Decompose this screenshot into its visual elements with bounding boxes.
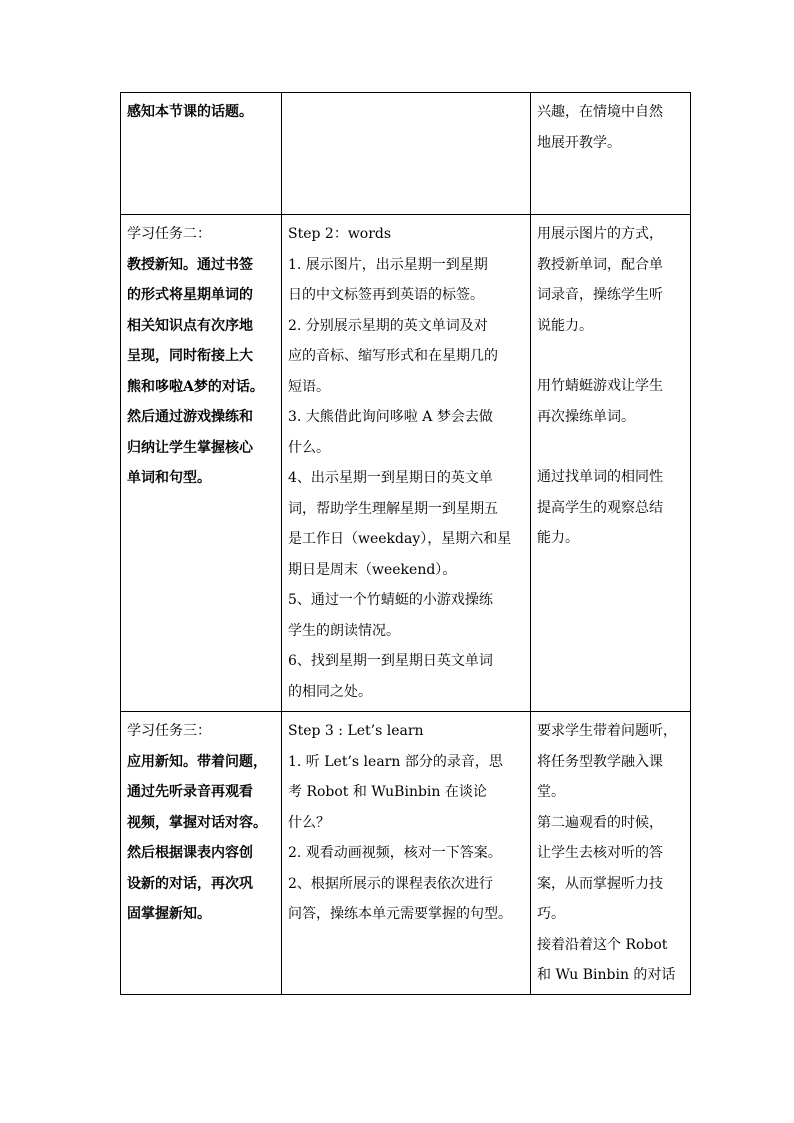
purpose-text: 案，从而掌握听力技	[537, 875, 663, 892]
task-text: 感知本节课的话题。	[127, 104, 253, 120]
table-row	[121, 93, 691, 215]
task-text: 设新的对话，再次巩	[127, 875, 253, 892]
activity-text: 期日是周末（weekend）。	[288, 561, 457, 578]
purpose-text: 词录音，操练学生听	[537, 287, 663, 303]
task-cell	[121, 215, 282, 712]
purpose-text: 用竹蜻蜓游戏让学生	[537, 378, 663, 394]
activity-text: 什么？	[288, 814, 330, 831]
task-cell	[121, 712, 282, 995]
purpose-text: 说能力。	[537, 317, 593, 334]
activity-text: 考 Robot 和 WuBinbin 在谈论	[288, 784, 487, 800]
purpose-text: 再次操练单词。	[537, 408, 635, 425]
purpose-text: 兴趣，在情境中自然	[537, 104, 663, 120]
purpose-text: 第二遍观看的时候，	[537, 814, 663, 831]
activity-text: 日的中文标签再到英语的标签。	[288, 287, 484, 303]
task-text: 然后通过游戏操练和	[127, 409, 253, 425]
step-heading: Step 3 : Let’s learn	[288, 723, 424, 739]
task-title: 学习任务三：	[127, 723, 211, 739]
activity-text: 4、出示星期一到星期日的英文单	[288, 470, 493, 486]
activity-text: 什么。	[288, 439, 330, 456]
task-text: 的形式将星期单词的	[127, 287, 253, 303]
activity-text: 5、通过一个竹蜻蜓的小游戏操练	[288, 592, 493, 608]
activity-text: 词，帮助学生理解星期一到星期五	[288, 500, 498, 517]
spacer	[537, 341, 684, 371]
lesson-plan-table	[120, 92, 691, 995]
activity-cell	[282, 215, 531, 712]
purpose-cell	[531, 93, 691, 215]
task-text: 相关知识点有次序地	[127, 317, 253, 334]
purpose-cell	[531, 712, 691, 995]
table-row	[121, 712, 691, 995]
purpose-text: 接着沿着这个 Robot	[537, 936, 668, 953]
purpose-cell	[531, 215, 691, 712]
activity-text: 3. 大熊借此询问哆啦 A 梦会去做	[288, 409, 493, 425]
purpose-text: 用展示图片的方式，	[537, 226, 663, 242]
activity-text: 学生的朗读情况。	[288, 622, 400, 639]
activity-text: 的相同之处。	[288, 683, 372, 700]
task-text: 归纳让学生掌握核心	[127, 439, 253, 456]
purpose-text: 让学生去核对听的答	[537, 845, 663, 861]
task-text: 视频，掌握对话对容。	[127, 814, 267, 831]
activity-text: 2. 观看动画视频，核对一下答案。	[288, 845, 502, 861]
purpose-text: 将任务型教学融入课	[537, 753, 663, 770]
spacer	[537, 432, 684, 462]
purpose-text: 堂。	[537, 784, 565, 800]
table-row	[121, 215, 691, 712]
purpose-text: 巧。	[537, 906, 565, 922]
activity-text: 是工作日（weekday），星期六和星	[288, 531, 512, 547]
purpose-text: 和 Wu Binbin 的对话	[537, 967, 676, 983]
purpose-text: 要求学生带着问题听，	[537, 723, 677, 739]
step-heading: Step 2：words	[288, 226, 392, 242]
activity-text: 6、找到星期一到星期日英文单词	[288, 653, 493, 669]
activity-text: 问答，操练本单元需要掌握的句型。	[288, 906, 512, 922]
purpose-text: 提高学生的观察总结	[537, 499, 663, 516]
task-cell	[121, 93, 282, 215]
purpose-text: 地展开教学。	[537, 134, 621, 151]
activity-text: 2. 分别展示星期的英文单词及对	[288, 317, 488, 334]
activity-text: 应的音标、缩写形式和在星期几的	[288, 348, 498, 364]
activity-cell	[282, 93, 531, 215]
activity-text: 短语。	[288, 378, 330, 395]
task-text: 通过先听录音再观看	[127, 784, 253, 800]
task-text: 熊和哆啦A梦的对话。	[127, 378, 264, 395]
task-text: 应用新知。带着问题，	[127, 753, 267, 770]
task-text: 教授新知。通过书签	[127, 256, 253, 273]
activity-cell	[282, 712, 531, 995]
activity-text: 2、根据所展示的课程表依次进行	[288, 875, 493, 892]
task-title: 学习任务二：	[127, 226, 211, 242]
purpose-text: 通过找单词的相同性	[537, 469, 663, 485]
activity-text: 1. 听 Let’s learn 部分的录音，思	[288, 753, 503, 770]
task-text: 单词和句型。	[127, 470, 211, 486]
purpose-text: 教授新单词，配合单	[537, 256, 663, 273]
purpose-text: 能力。	[537, 530, 579, 546]
task-text: 呈现，同时衔接上大	[127, 348, 253, 364]
activity-text: 1. 展示图片，出示星期一到星期	[288, 256, 488, 273]
task-text: 固掌握新知。	[127, 906, 211, 922]
task-text: 然后根据课表内容创	[127, 845, 253, 861]
